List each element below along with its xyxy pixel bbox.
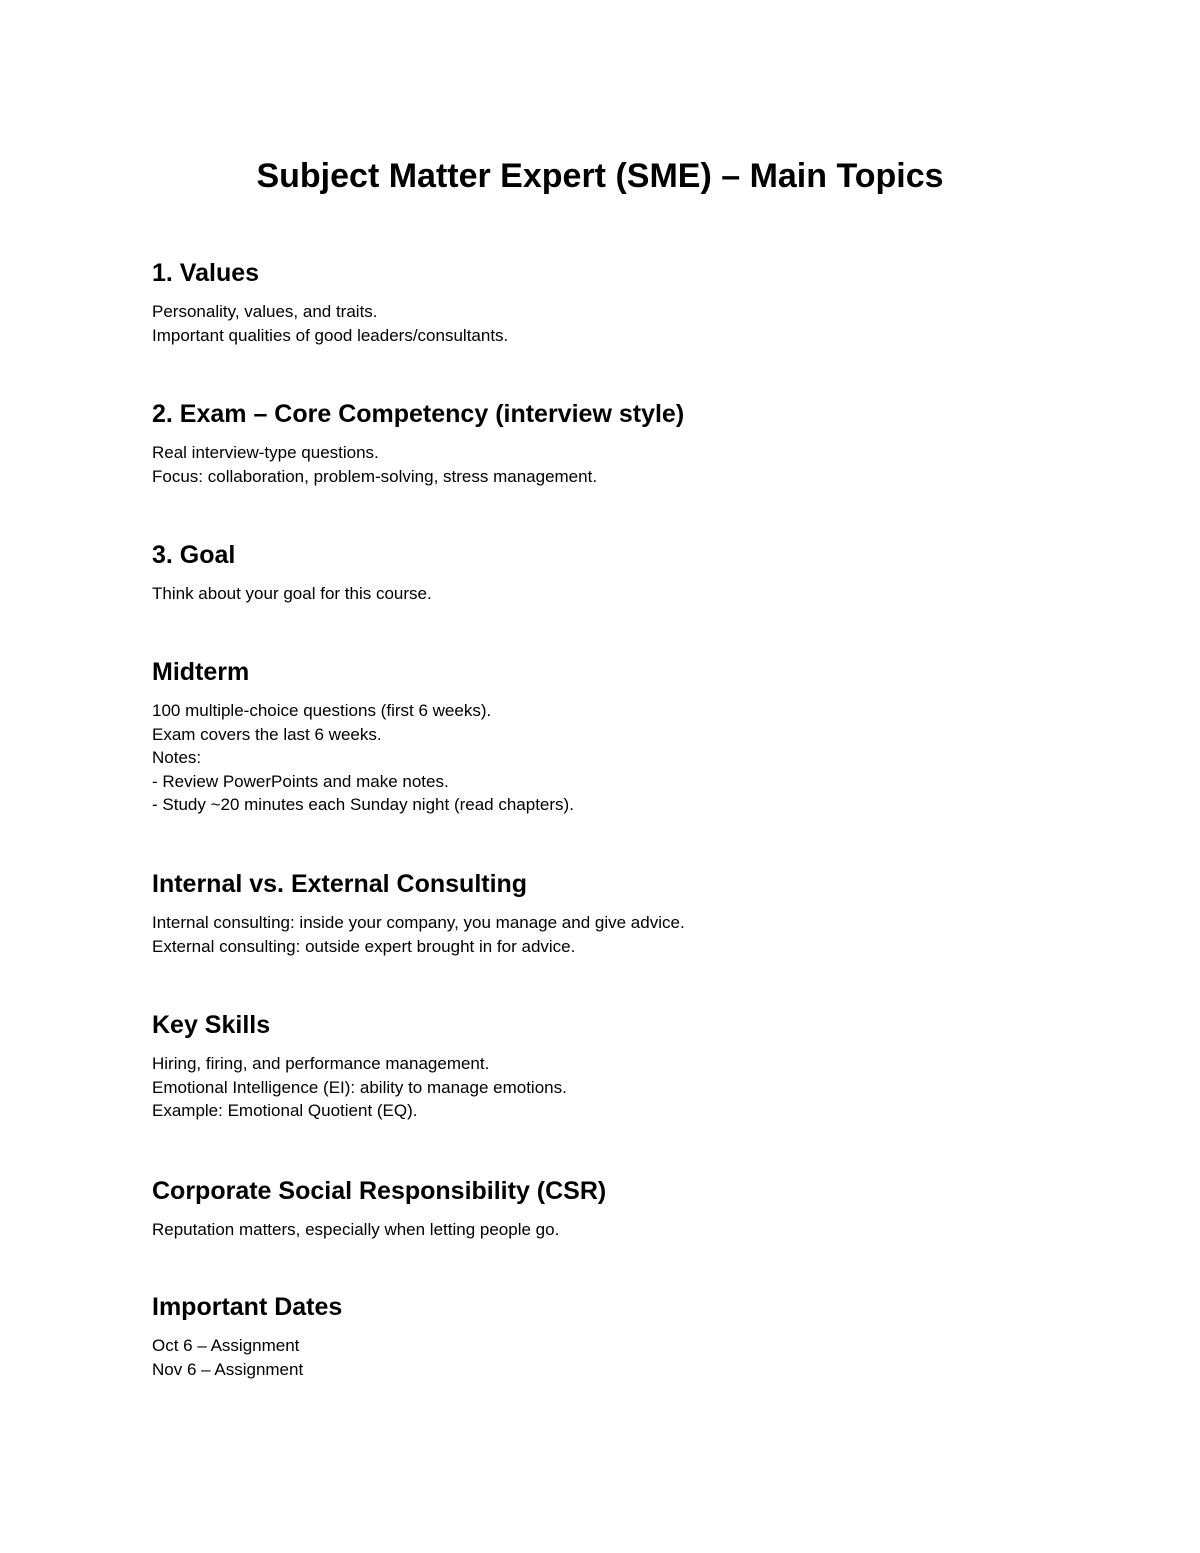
section-consulting [152,869,1112,958]
body-line: Internal consulting: inside your company, you manage and give advice. [152,913,685,932]
body-line: Real interview-type questions. [152,443,379,462]
section-exam [152,399,1112,488]
body-line: Example: Emotional Quotient (EQ). [152,1101,418,1120]
section-body [152,1218,1112,1242]
body-line: Oct 6 – Assignment [152,1336,300,1355]
section-heading: Important Dates [152,1293,343,1321]
section-heading: Midterm [152,658,250,686]
section-heading: 2. Exam – Core Competency (interview style) [152,400,685,428]
body-line: Hiring, firing, and performance management. [152,1054,490,1073]
body-line: Personality, values, and traits. [152,302,378,321]
section-body [152,911,1112,958]
body-line: - Study ~20 minutes each Sunday night (read chapters). [152,795,574,814]
section-midterm [152,657,1112,817]
section-body [152,699,1112,817]
section-csr [152,1176,1112,1242]
section-body [152,582,1112,606]
section-goal [152,540,1112,606]
body-line: Emotional Intelligence (EI): ability to manage emotions. [152,1077,567,1097]
section-heading: 3. Goal [152,541,236,569]
section-body [152,441,1112,488]
section-heading: Internal vs. External Consulting [152,870,528,898]
section-body [152,300,1112,347]
section-important-dates [152,1292,1112,1381]
section-body [152,1052,1112,1123]
section-key-skills [152,1010,1112,1123]
body-line: Think about your goal for this course. [152,584,432,603]
section-heading: Key Skills [152,1011,271,1039]
body-line: Nov 6 – Assignment [152,1359,304,1379]
section-body [152,1334,1112,1381]
section-values [152,258,1112,347]
body-line: - Review PowerPoints and make notes. [152,771,449,791]
section-heading: 1. Values [152,259,260,287]
body-line: Reputation matters, especially when letting people go. [152,1220,560,1239]
body-line: Focus: collaboration, problem-solving, stress management. [152,466,598,486]
page-title: Subject Matter Expert (SME) – Main Topics [256,157,944,195]
body-line: External consulting: outside expert brought in for advice. [152,936,576,956]
body-line: Important qualities of good leaders/consultants. [152,325,509,345]
section-heading: Corporate Social Responsibility (CSR) [152,1177,607,1205]
body-line: Exam covers the last 6 weeks. [152,724,382,744]
body-line: 100 multiple-choice questions (first 6 weeks). [152,701,492,720]
body-line: Notes: [152,748,202,767]
